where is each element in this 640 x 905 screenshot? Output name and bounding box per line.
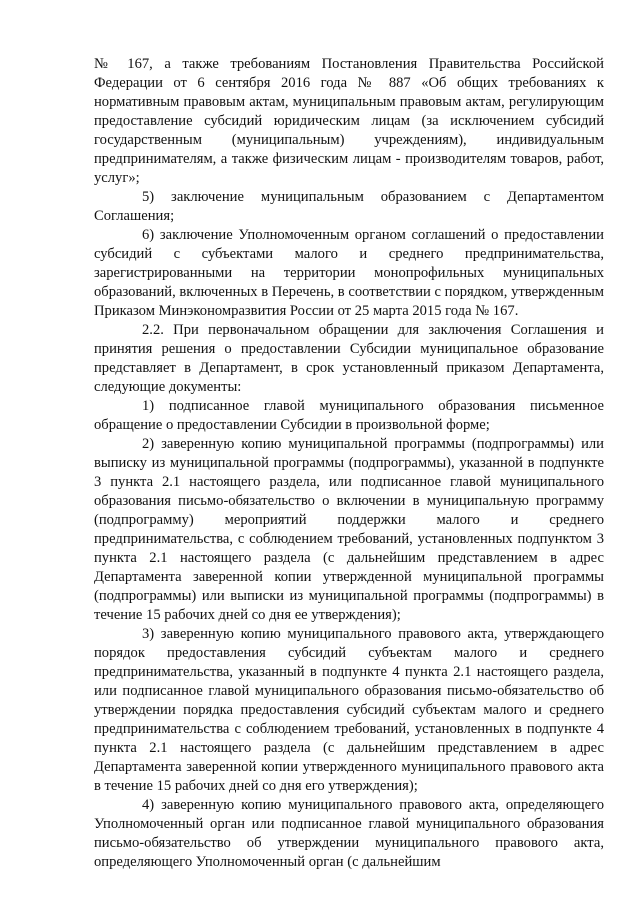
- paragraph-1: № 167, а также требованиям Постановления Правительства Российской Федерации от 6 сентября 2016 года № 887 «Об общих требованиях к нормативным правовым актам, муниципальным правовым актам, регулирующим предоставление субсидий юридическим лицам (за исключением субсидий государственным (муниципальным) учреждениям), индивидуальным предпринимателям, а также физическим лицам - производителям товаров, работ, услуг»;: [94, 56, 604, 186]
- paragraph-4: 2.2. При первоначальном обращении для заключения Соглашения и принятия решения о предоставлении Субсидии муниципальное образование представляет в Департамент, в срок установленный приказом Департамента, следующие документы:: [94, 322, 604, 395]
- paragraph-5: 1) подписанное главой муниципального образования письменное обращение о предоставлении Субсидии в произвольной форме;: [94, 398, 604, 433]
- paragraph-8: 4) заверенную копию муниципального правового акта, определяющего Уполномоченный орган или подписанное главой муниципального образования письмо-обязательство об утверждении муниципального правового акта, определяющего Уполномоченный орган (с дальнейшим: [94, 797, 604, 870]
- paragraph-3: 6) заключение Уполномоченным органом соглашений о предоставлении субсидий с субъектами малого и среднего предпринимательства, зарегистрированными на территории монопрофильных муниципальных образований, включенных в Перечень, в соответствии с порядком, утвержденным Приказом Минэкономразвития России от 25 марта 2015 года № 167.: [94, 227, 604, 319]
- paragraph-6: 2) заверенную копию муниципальной программы (подпрограммы) или выписку из муниципальной программы (подпрограммы), указанной в подпункте 3 пункта 2.1 настоящего раздела, или подписанное главой муниципального образования письмо-обязательство о включении в муниципальную программу (подпрограмму) мероприятий поддержки малого и среднего предпринимательства, с соблюдением требований, установленных подпунктом 3 пункта 2.1 настоящего раздела (с дальнейшим представлением в адрес Департамента заверенной копии утвержденной муниципальной программы (подпрограммы) или выписки из муниципальной программы (подпрограммы) в течение 15 рабочих дней со дня ее утверждения);: [94, 436, 604, 623]
- paragraph-2: 5) заключение муниципальным образованием с Департаментом Соглашения;: [94, 189, 604, 224]
- paragraph-7: 3) заверенную копию муниципального правового акта, утверждающего порядок предоставления субсидий субъектам малого и среднего предпринимательства, указанный в подпункте 4 пункта 2.1 настоящего раздела, или подписанное главой муниципального образования письмо-обязательство об утверждении порядка предоставления субсидий субъектам малого и среднего предпринимательства с соблюдением требований, установленных в подпункте 4 пункта 2.1 настоящего раздела (с дальнейшим представлением в адрес Департамента заверенной копии утвержденного муниципального правового акта в течение 15 рабочих дней со дня его утверждения);: [94, 626, 604, 794]
